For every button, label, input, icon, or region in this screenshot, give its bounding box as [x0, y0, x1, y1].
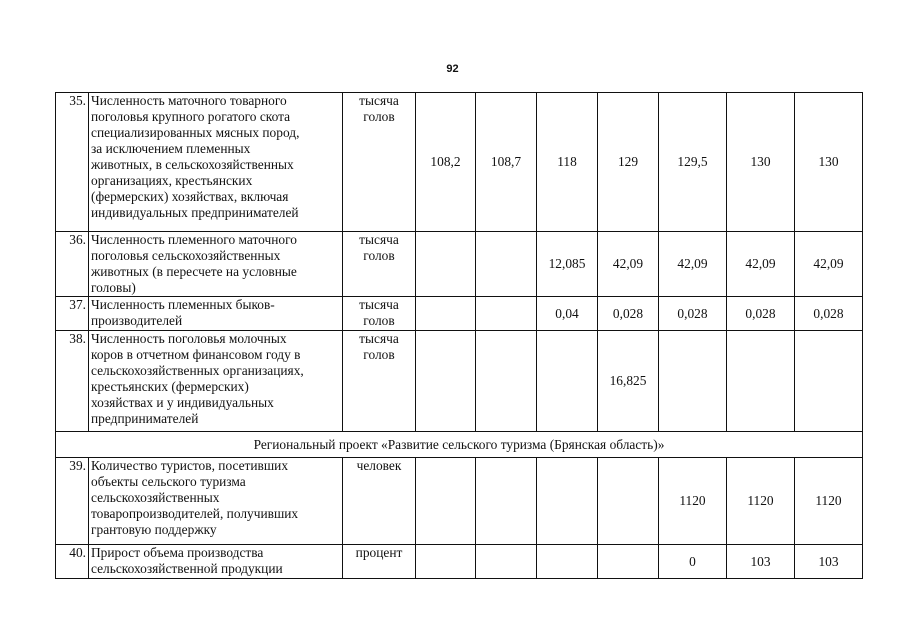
value-cell — [416, 232, 476, 297]
value-cell — [727, 93, 795, 232]
value-cell — [537, 297, 598, 331]
table-row — [56, 458, 863, 545]
value-cell — [476, 458, 537, 545]
row-number — [56, 331, 89, 432]
unit-of-measure — [343, 331, 416, 432]
row-number-text: 40. — [69, 545, 86, 560]
value-cell-text: 42,09 — [612, 256, 644, 271]
value-cell — [598, 232, 659, 297]
value-cell-text: 0,028 — [745, 305, 776, 321]
value-cell-text: 12,085 — [548, 256, 586, 271]
indicator-name — [89, 93, 343, 232]
value-cell — [795, 232, 863, 297]
value-cell — [659, 331, 727, 432]
value-cell-text: 129,5 — [677, 154, 708, 169]
row-number — [56, 545, 89, 579]
value-cell — [537, 331, 598, 432]
value-cell — [598, 458, 659, 545]
indicator-name-text: Численность поголовья молочных коров в отчетном финансовом году в сельскохозяйственных организациях, крестьянских (фермерских) хозяйствах и у индивидуальных предпринимателей — [91, 331, 304, 426]
table-row — [56, 545, 863, 579]
value-cell-text: 118 — [557, 154, 577, 169]
value-cell — [659, 458, 727, 545]
value-cell-text: 1120 — [747, 493, 774, 508]
value-cell-text: 103 — [818, 553, 839, 569]
unit-of-measure — [343, 545, 416, 579]
value-cell-text: 16,825 — [609, 373, 647, 388]
row-number — [56, 297, 89, 331]
indicator-table — [55, 92, 863, 579]
row-number — [56, 93, 89, 232]
unit-of-measure-text: человек — [356, 458, 402, 473]
row-number — [56, 232, 89, 297]
unit-of-measure — [343, 297, 416, 331]
value-cell — [795, 297, 863, 331]
indicator-name-text: Количество туристов, посетивших объекты сельского туризма сельскохозяйственных товаропроизводителей, получивших грантовую поддержку — [91, 458, 299, 537]
value-cell-text: 108,7 — [490, 154, 522, 169]
value-cell — [659, 297, 727, 331]
row-number-text: 35. — [69, 93, 86, 108]
value-cell — [598, 331, 659, 432]
value-cell — [537, 458, 598, 545]
indicator-name-text: Численность маточного товарного поголовья крупного рогатого скота специализированных мясных пород, за исключением племенных животных, в сельскохозяйственных организациях, крестьянских (фермерских) хозяйствах, включая индивидуальных предпринимателей — [91, 93, 300, 220]
value-cell-text: 42,09 — [677, 256, 708, 271]
value-cell — [659, 232, 727, 297]
value-cell-text: 103 — [750, 553, 771, 569]
unit-of-measure — [343, 458, 416, 545]
indicator-name — [89, 232, 343, 297]
page-number: 92 — [446, 63, 459, 75]
indicator-name — [89, 458, 343, 545]
unit-of-measure-text: тысяча голов — [359, 232, 399, 263]
indicator-name-text: Прирост объема производства сельскохозяйственной продукции — [91, 545, 283, 576]
value-cell-text: 0 — [689, 553, 696, 569]
value-cell-text: 1120 — [679, 493, 706, 508]
row-number — [56, 458, 89, 545]
table-row — [56, 297, 863, 331]
row-number-text: 36. — [69, 232, 86, 247]
indicator-name-text: Численность племенного маточного поголовья сельскохозяйственных животных (в пересчете на условные головы) — [91, 232, 297, 295]
value-cell-text: 0,04 — [555, 305, 579, 321]
value-cell — [416, 93, 476, 232]
value-cell — [598, 297, 659, 331]
value-cell-text: 0,028 — [677, 305, 708, 321]
unit-of-measure-text: тысяча голов — [359, 93, 399, 124]
unit-of-measure-text: тысяча голов — [359, 331, 399, 362]
value-cell-text: 0,028 — [612, 305, 644, 321]
value-cell-text: 42,09 — [745, 256, 776, 271]
value-cell — [795, 93, 863, 232]
value-cell — [476, 232, 537, 297]
value-cell-text: 1120 — [815, 493, 842, 508]
table-row — [56, 232, 863, 297]
value-cell — [416, 297, 476, 331]
value-cell-text: 129 — [617, 154, 639, 169]
value-cell — [537, 93, 598, 232]
value-cell — [476, 331, 537, 432]
unit-of-measure-text: процент — [355, 545, 403, 560]
value-cell — [795, 331, 863, 432]
section-row — [56, 432, 863, 458]
value-cell — [795, 458, 863, 545]
table-row — [56, 331, 863, 432]
unit-of-measure — [343, 93, 416, 232]
value-cell — [659, 545, 727, 579]
indicator-name — [89, 545, 343, 579]
row-number-text: 38. — [69, 331, 86, 346]
indicator-name-text: Численность племенных быков- производителей — [91, 297, 275, 328]
row-number-text: 39. — [69, 458, 86, 473]
value-cell-text: 0,028 — [813, 305, 844, 321]
value-cell — [727, 545, 795, 579]
value-cell — [416, 545, 476, 579]
value-cell — [537, 545, 598, 579]
value-cell — [795, 545, 863, 579]
value-cell — [727, 232, 795, 297]
value-cell — [659, 93, 727, 232]
table-row — [56, 93, 863, 232]
unit-of-measure-text: тысяча голов — [359, 297, 399, 328]
value-cell — [416, 331, 476, 432]
value-cell-text: 130 — [818, 154, 839, 169]
value-cell — [416, 458, 476, 545]
row-number-text: 37. — [69, 297, 86, 312]
indicator-name — [89, 331, 343, 432]
value-cell — [598, 545, 659, 579]
indicator-name — [89, 297, 343, 331]
value-cell — [727, 331, 795, 432]
value-cell — [476, 297, 537, 331]
section-title: Региональный проект «Развитие сельского туризма (Брянская область)» — [56, 432, 863, 458]
value-cell — [598, 93, 659, 232]
value-cell-text: 42,09 — [813, 256, 844, 271]
value-cell — [727, 297, 795, 331]
value-cell — [476, 545, 537, 579]
value-cell-text: 130 — [750, 154, 771, 169]
value-cell — [537, 232, 598, 297]
value-cell — [476, 93, 537, 232]
value-cell — [727, 458, 795, 545]
unit-of-measure — [343, 232, 416, 297]
value-cell-text: 108,2 — [430, 154, 461, 169]
